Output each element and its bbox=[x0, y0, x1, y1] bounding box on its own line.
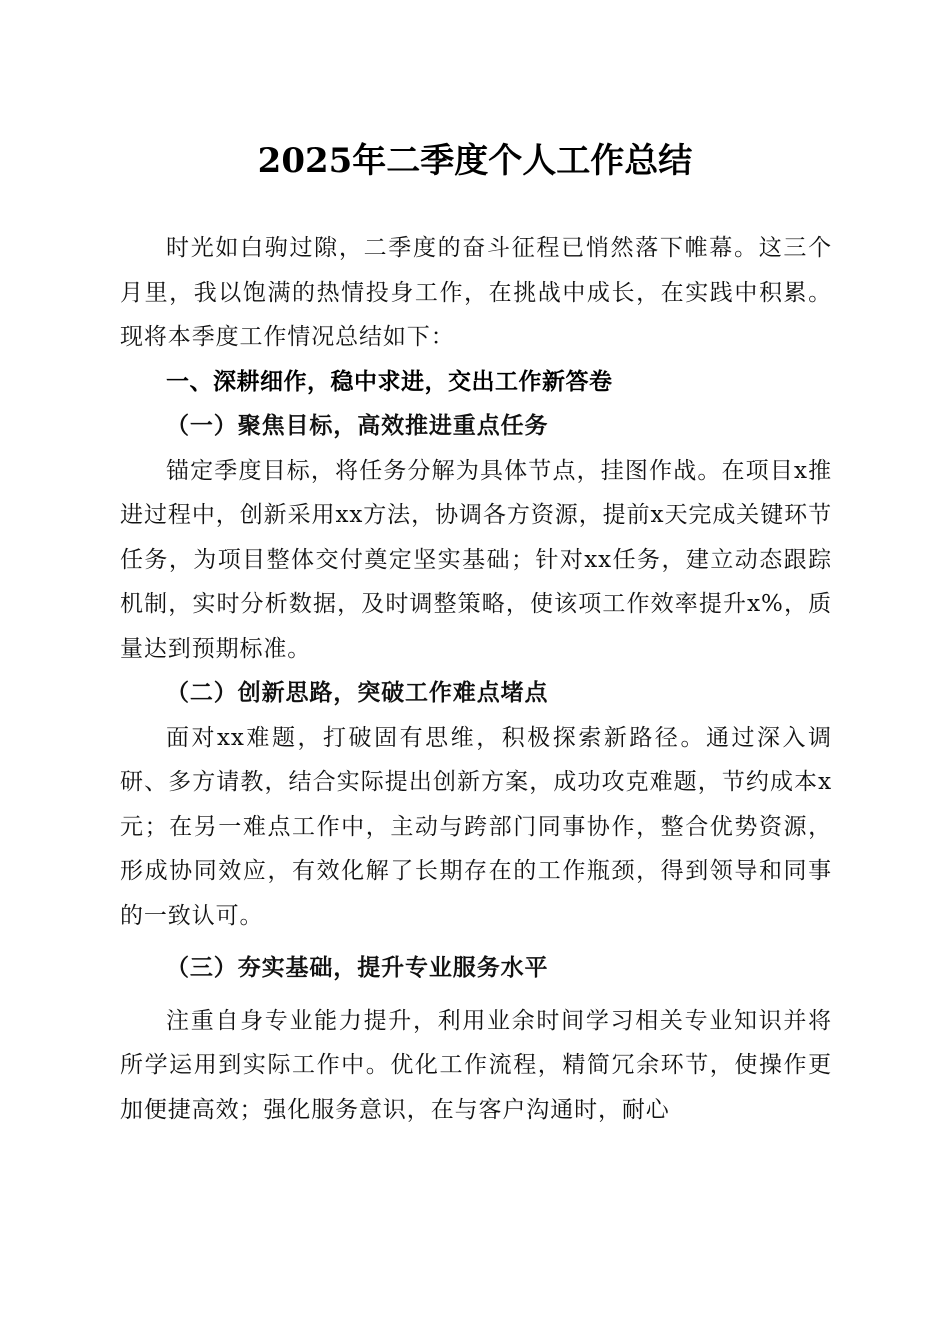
document-title: 2025年二季度个人工作总结 bbox=[257, 141, 693, 181]
spacer bbox=[120, 991, 832, 999]
subsection-2-paragraph: 面对xx难题，打破固有思维，积极探索新路径。通过深入调研、多方请教，结合实际提出创新方案，成功攻克难题，节约成本x元；在另一难点工作中，主动与跨部门同事协作，整合优势资源，形成协同效应，有效化解了长期存在的工作瓶颈，得到领导和同事的一致认可。 bbox=[120, 724, 832, 929]
document-body bbox=[120, 226, 832, 1132]
subsection-3-paragraph: 注重自身专业能力提升，利用业余时间学习相关专业知识并将所学运用到实际工作中。优化工作流程，精简冗余环节，使操作更加便捷高效；强化服务意识，在与客户沟通时，耐心 bbox=[120, 1007, 832, 1123]
subsection-3-heading: （三）夯实基础，提升专业服务水平 bbox=[166, 954, 549, 981]
subsection-2-heading: （二）创新思路，突破工作难点堵点 bbox=[166, 679, 549, 706]
subsection-1-paragraph: 锚定季度目标，将任务分解为具体节点，挂图作战。在项目x推进过程中，创新采用xx方法，协调各方资源，提前x天完成关键环节任务，为项目整体交付奠定坚实基础；针对xx任务，建立动态跟踪机制，实时分析数据，及时调整策略，使该项工作效率提升x%，质量达到预期标准。 bbox=[120, 457, 832, 662]
spacer bbox=[120, 938, 832, 946]
intro-paragraph: 时光如白驹过隙，二季度的奋斗征程已悄然落下帷幕。这三个月里，我以饱满的热情投身工作，在挑战中成长，在实践中积累。现将本季度工作情况总结如下： bbox=[120, 235, 832, 350]
section-1-heading: 一、深耕细作，稳中求进，交出工作新答卷 bbox=[166, 368, 613, 395]
subsection-1-heading: （一）聚焦目标，高效推进重点任务 bbox=[166, 412, 549, 439]
